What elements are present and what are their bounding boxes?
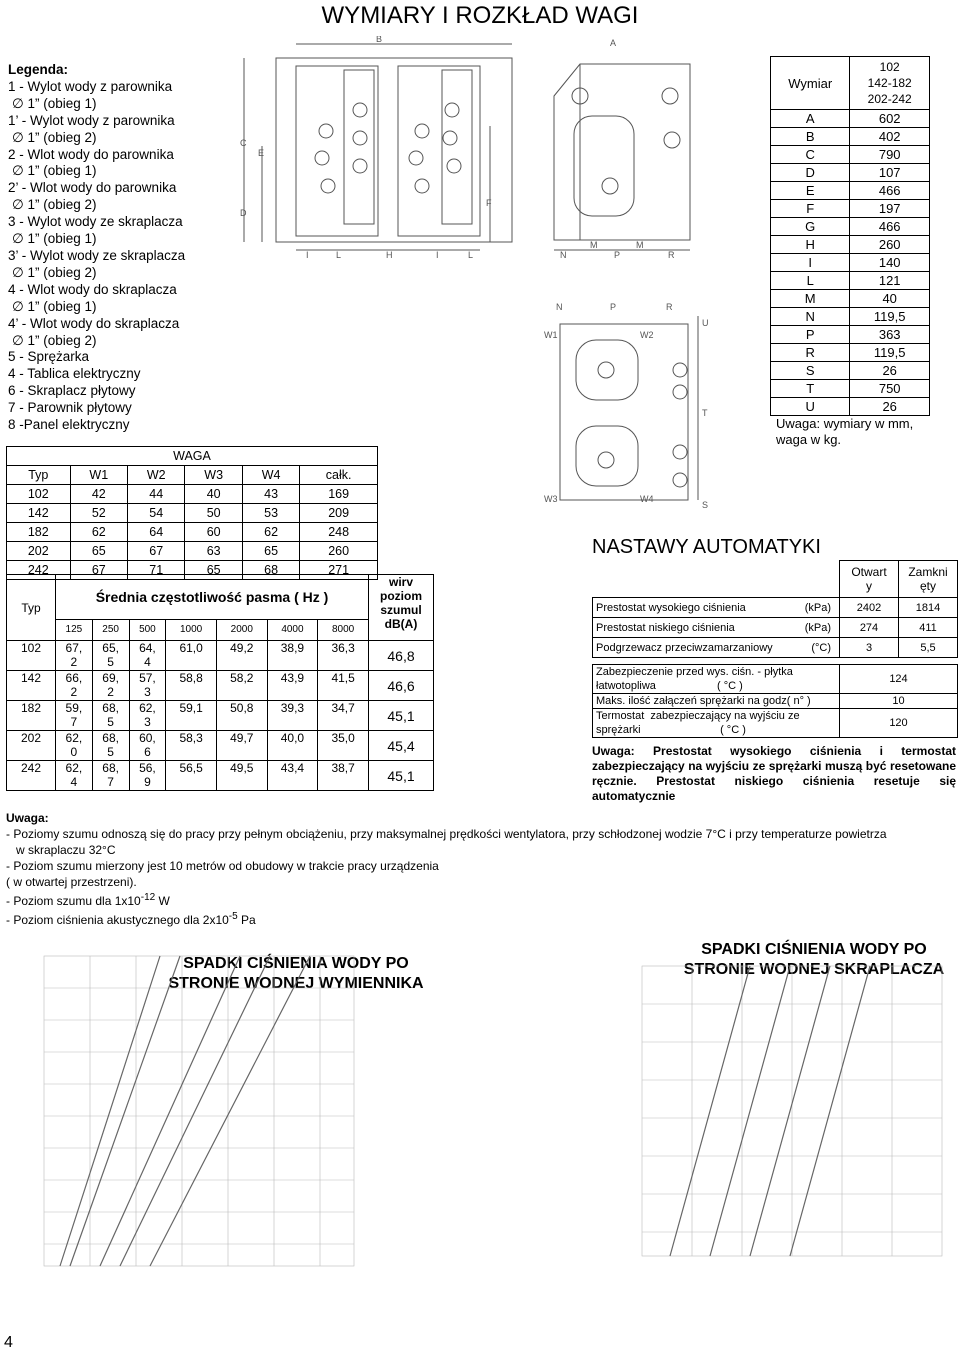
- automatics-value: 10: [840, 694, 958, 709]
- automatics-note: Uwaga: Prestostat wysokiego ciśnienia i termostat zabezpieczający na wyjściu ze sprężarki muszą być resetowane ręcznie. Prestostat niskiego ciśnienia resetuje się automatycznie: [592, 744, 956, 803]
- automatics-close: 411: [899, 618, 958, 638]
- dims-row: [771, 110, 930, 128]
- noise-freq: 250: [92, 620, 129, 641]
- dims-key: R: [771, 344, 850, 362]
- noise-freq: 500: [129, 620, 166, 641]
- noise-value: 59,1: [166, 701, 217, 731]
- legend-item: ∅ 1” (obieg 1): [12, 163, 97, 179]
- dims-value: 140: [850, 254, 930, 272]
- legend-item: ∅ 1” (obieg 2): [12, 197, 97, 213]
- noise-value: 56,5: [166, 761, 217, 791]
- dims-value: 40: [850, 290, 930, 308]
- automatics-label: [593, 638, 840, 658]
- weight-table: [6, 446, 378, 580]
- weight-cell: 44: [128, 485, 185, 504]
- footnote-sup: -12: [140, 892, 156, 903]
- dims-label: Wymiar: [771, 57, 850, 110]
- weight-cell: 209: [300, 504, 378, 523]
- weight-title: WAGA: [7, 447, 378, 466]
- noise-level-title-line: dB(A): [384, 617, 418, 631]
- dims-value: 107: [850, 164, 930, 182]
- svg-text:D: D: [240, 208, 247, 218]
- footnote-line: ( w otwartej przestrzeni).: [6, 875, 137, 889]
- graph1-pressure-drop: [10, 948, 370, 1284]
- automatics-label-text: Prestostat niskiego ciśnienia: [596, 621, 735, 634]
- svg-text:L: L: [336, 250, 342, 260]
- weight-cell: 271: [300, 561, 378, 580]
- noise-row: [7, 731, 434, 761]
- noise-row: [7, 671, 434, 701]
- legend-title: Legenda:: [8, 62, 69, 77]
- svg-text:W3: W3: [544, 494, 558, 504]
- dims-key: T: [771, 380, 850, 398]
- noise-value: 58,8: [166, 671, 217, 701]
- svg-text:F: F: [486, 198, 492, 208]
- noise-total: 45,1: [369, 701, 434, 731]
- weight-cell: 242: [7, 561, 71, 580]
- svg-text:I: I: [306, 250, 309, 260]
- dims-key: P: [771, 326, 850, 344]
- automatics-label-text: Prestostat wysokiego ciśnienia: [596, 601, 746, 614]
- dimensions-table: [770, 56, 930, 416]
- dims-key: S: [771, 362, 850, 380]
- footnote-sup: -5: [228, 911, 238, 922]
- dims-key: D: [771, 164, 850, 182]
- dims-value: 119,5: [850, 344, 930, 362]
- dims-row: [771, 344, 930, 362]
- dims-type: 142-182: [867, 76, 912, 90]
- svg-text:A: A: [610, 38, 617, 48]
- noise-total: 45,1: [369, 761, 434, 791]
- noise-freq: 125: [56, 620, 93, 641]
- footnote-line: w skraplaczu 32°C: [16, 843, 116, 857]
- footnote-line: [6, 909, 887, 928]
- dims-row: [771, 146, 930, 164]
- svg-text:U: U: [702, 318, 709, 328]
- legend-item: 6 - Skraplacz płytowy: [8, 383, 136, 399]
- dims-type: 102: [879, 60, 900, 74]
- footnote-line: [6, 890, 887, 909]
- svg-text:H: H: [386, 250, 393, 260]
- automatics-label: Termostat zabezpieczający na wyjściu ze sprężarki ( °C ): [593, 709, 840, 738]
- noise-band-title: Średnia częstotliwość pasma ( Hz ): [56, 575, 369, 620]
- automatics-row: [593, 694, 958, 709]
- automatics-row: [593, 709, 958, 738]
- legend-item: ∅ 1” (obieg 1): [12, 95, 97, 111]
- svg-text:W1: W1: [544, 330, 558, 340]
- dims-row: [771, 272, 930, 290]
- noise-typ-header: Typ: [7, 575, 56, 641]
- noise-value: 57, 3: [129, 671, 166, 701]
- automatics-open: 274: [840, 618, 899, 638]
- noise-value: 49,2: [216, 641, 267, 671]
- weight-cell: 62: [70, 523, 127, 542]
- legend-item: 4 - Wlot wody do skraplacza: [8, 281, 177, 297]
- svg-text:R: R: [668, 250, 675, 260]
- noise-total: 46,8: [369, 641, 434, 671]
- noise-value: 49,7: [216, 731, 267, 761]
- weight-cell: 60: [185, 523, 242, 542]
- noise-freq: 4000: [267, 620, 318, 641]
- svg-text:N: N: [560, 250, 567, 260]
- svg-text:I: I: [436, 250, 439, 260]
- dims-key: I: [771, 254, 850, 272]
- automatics-label-text: Podgrzewacz przeciwzamarzaniowy: [596, 641, 773, 654]
- automatics-label: Maks. ilość załączeń sprężarki na godz( n° ): [593, 694, 840, 709]
- dims-value: 466: [850, 182, 930, 200]
- weight-cell: 65: [185, 561, 242, 580]
- dims-row: [771, 308, 930, 326]
- dims-row: [771, 254, 930, 272]
- automatics-label: [593, 598, 840, 618]
- noise-value: 66, 2: [56, 671, 93, 701]
- noise-value: 49,5: [216, 761, 267, 791]
- automatics-unit: (°C): [811, 641, 831, 654]
- dims-types: [850, 57, 930, 110]
- footnote-line: - Poziomy szumu odnoszą się do pracy przy pełnym obciążeniu, przy maksymalnej prędkości wentylatora, przy schłodzonej wodzie 7°C i przy temperaturze powietrza: [6, 827, 887, 841]
- dims-value: 121: [850, 272, 930, 290]
- col-close: Zamkni ęty: [899, 561, 958, 598]
- noise-freq: 1000: [166, 620, 217, 641]
- weight-header: W4: [242, 466, 299, 485]
- weight-cell: 50: [185, 504, 242, 523]
- svg-text:C: C: [240, 138, 247, 148]
- automatics-table: [592, 560, 958, 738]
- unit-drawing-front: [236, 36, 526, 266]
- legend-item: 2’ - Wlot wody do parownika: [8, 180, 177, 196]
- dims-value: 790: [850, 146, 930, 164]
- noise-value: 67, 2: [56, 641, 93, 671]
- legend-item: ∅ 1” (obieg 1): [12, 231, 97, 247]
- weight-header: W2: [128, 466, 185, 485]
- weight-cell: 63: [185, 542, 242, 561]
- noise-value: 39,3: [267, 701, 318, 731]
- legend-lines: [8, 79, 185, 434]
- footnote-text: - Poziom szumu dla 1x10: [6, 894, 141, 908]
- automatics-row: [593, 598, 958, 618]
- weight-row: [7, 485, 378, 504]
- noise-row: [7, 701, 434, 731]
- noise-level-title-line: szumul: [380, 603, 422, 617]
- dims-row: [771, 164, 930, 182]
- weight-cell: 68: [242, 561, 299, 580]
- svg-text:T: T: [702, 408, 708, 418]
- legend-item: ∅ 1” (obieg 2): [12, 129, 97, 145]
- weight-cell: 65: [70, 542, 127, 561]
- legend-item: 3 - Wylot wody ze skraplacza: [8, 214, 183, 230]
- footnote-text: - Poziom ciśnienia akustycznego dla 2x10: [6, 913, 229, 927]
- weight-cell: 67: [128, 542, 185, 561]
- unit-drawing-side: [540, 36, 720, 266]
- dims-row: [771, 128, 930, 146]
- automatics-open: 3: [840, 638, 899, 658]
- dimensions-note: Uwaga: wymiary w mm, waga w kg.: [776, 416, 914, 447]
- noise-typ: 142: [7, 671, 56, 701]
- col-open: Otwart y: [840, 561, 899, 598]
- svg-text:M: M: [636, 240, 644, 250]
- noise-value: 58,3: [166, 731, 217, 761]
- noise-value: 43,9: [267, 671, 318, 701]
- weight-cell: 67: [70, 561, 127, 580]
- dims-row: [771, 380, 930, 398]
- dims-value: 26: [850, 398, 930, 416]
- weight-cell: 248: [300, 523, 378, 542]
- legend-item: ∅ 1” (obieg 2): [12, 332, 97, 348]
- dims-value: 402: [850, 128, 930, 146]
- page-title: WYMIARY I ROZKŁAD WAGI: [321, 2, 639, 29]
- noise-typ: 182: [7, 701, 56, 731]
- noise-value: 62, 3: [129, 701, 166, 731]
- footnotes: [6, 810, 887, 928]
- legend-item: 3’ - Wylot wody ze skraplacza: [8, 247, 186, 263]
- dims-value: 750: [850, 380, 930, 398]
- noise-freq: 8000: [318, 620, 369, 641]
- dims-key: C: [771, 146, 850, 164]
- legend-item: 1’ - Wylot wody z parownika: [8, 112, 175, 128]
- graph1-title: SPADKI CIŚNIENIA WODY PO STRONIE WODNEJ WYMIENNIKA: [168, 955, 424, 992]
- weight-cell: 169: [300, 485, 378, 504]
- svg-text:E: E: [258, 148, 265, 158]
- legend-item: 4’ - Wlot wody do skraplacza: [8, 315, 180, 331]
- weight-cell: 65: [242, 542, 299, 561]
- dims-value: 260: [850, 236, 930, 254]
- legend-item: 5 - Sprężarka: [8, 349, 90, 365]
- noise-value: 60, 6: [129, 731, 166, 761]
- noise-value: 38,7: [318, 761, 369, 791]
- weight-cell: 52: [70, 504, 127, 523]
- dims-value: 197: [850, 200, 930, 218]
- dims-row: [771, 218, 930, 236]
- legend-item: 7 - Parownik płytowy: [8, 400, 132, 416]
- automatics-row: [593, 638, 958, 658]
- footnote-line: - Poziom szumu mierzony jest 10 metrów od obudowy w trakcie pracy urządzenia: [6, 859, 439, 873]
- weight-header: Typ: [7, 466, 71, 485]
- weight-header: W1: [70, 466, 127, 485]
- svg-text:S: S: [702, 500, 709, 510]
- legend-item: ∅ 1” (obieg 1): [12, 298, 97, 314]
- automatics-label: Zabezpieczenie przed wys. ciśn. - płytka łatwotopliwa ( °C ): [593, 665, 840, 694]
- dims-key: H: [771, 236, 850, 254]
- noise-value: 62, 4: [56, 761, 93, 791]
- svg-text:W2: W2: [640, 330, 654, 340]
- automatics-label: [593, 618, 840, 638]
- dims-row: [771, 326, 930, 344]
- dims-value: 602: [850, 110, 930, 128]
- dims-value: 26: [850, 362, 930, 380]
- svg-text:R: R: [666, 302, 673, 312]
- automatics-close: 1814: [899, 598, 958, 618]
- noise-freq: 2000: [216, 620, 267, 641]
- weight-header: W3: [185, 466, 242, 485]
- svg-text:P: P: [610, 302, 617, 312]
- noise-level-title: [369, 575, 434, 641]
- noise-value: 68, 5: [92, 731, 129, 761]
- noise-value: 65, 5: [92, 641, 129, 671]
- weight-cell: 40: [185, 485, 242, 504]
- noise-value: 40,0: [267, 731, 318, 761]
- weight-cell: 43: [242, 485, 299, 504]
- weight-row: [7, 542, 378, 561]
- dims-key: B: [771, 128, 850, 146]
- footnote-text: Pa: [237, 913, 256, 927]
- dims-row: [771, 200, 930, 218]
- svg-text:L: L: [468, 250, 474, 260]
- legend-item: 2 - Wlot wody do parownika: [8, 146, 174, 162]
- automatics-close: 5,5: [899, 638, 958, 658]
- noise-value: 56, 9: [129, 761, 166, 791]
- automatics-unit: (kPa): [804, 621, 831, 634]
- legend-item: 1 - Wylot wody z parownika: [8, 78, 173, 94]
- svg-text:N: N: [556, 302, 563, 312]
- weight-cell: 202: [7, 542, 71, 561]
- automatics-title: NASTAWY AUTOMATYKI: [592, 536, 821, 558]
- weight-cell: 260: [300, 542, 378, 561]
- weight-cell: 102: [7, 485, 71, 504]
- noise-value: 68, 7: [92, 761, 129, 791]
- dims-row: [771, 182, 930, 200]
- noise-total: 45,4: [369, 731, 434, 761]
- dims-key: F: [771, 200, 850, 218]
- svg-text:P: P: [614, 250, 621, 260]
- noise-level-title-line: poziom: [380, 589, 422, 603]
- noise-row: [7, 641, 434, 671]
- noise-value: 38,9: [267, 641, 318, 671]
- weight-cell: 182: [7, 523, 71, 542]
- graph2-pressure-drop: [610, 944, 960, 1284]
- weight-header: całk.: [300, 466, 378, 485]
- noise-value: 69, 2: [92, 671, 129, 701]
- dims-type: 202-242: [867, 92, 912, 106]
- noise-total: 46,6: [369, 671, 434, 701]
- automatics-value: 120: [840, 709, 958, 738]
- weight-cell: 62: [242, 523, 299, 542]
- automatics-row: [593, 665, 958, 694]
- noise-value: 61,0: [166, 641, 217, 671]
- noise-value: 59, 7: [56, 701, 93, 731]
- noise-table: [6, 574, 434, 791]
- legend: [8, 62, 185, 434]
- svg-text:B: B: [376, 36, 383, 44]
- legend-item: 4 - Tablica elektryczny: [8, 366, 141, 382]
- noise-typ: 242: [7, 761, 56, 791]
- dims-key: L: [771, 272, 850, 290]
- noise-value: 50,8: [216, 701, 267, 731]
- svg-text:W4: W4: [640, 494, 654, 504]
- noise-value: 36,3: [318, 641, 369, 671]
- noise-value: 68, 5: [92, 701, 129, 731]
- noise-value: 34,7: [318, 701, 369, 731]
- svg-text:M: M: [590, 240, 598, 250]
- dims-row: [771, 290, 930, 308]
- dims-key: E: [771, 182, 850, 200]
- noise-value: 43,4: [267, 761, 318, 791]
- legend-item: 8 -Panel elektryczny: [8, 417, 130, 433]
- dims-row: [771, 362, 930, 380]
- dims-row: [771, 236, 930, 254]
- dims-value: 466: [850, 218, 930, 236]
- noise-value: 64, 4: [129, 641, 166, 671]
- noise-level-title-line: wirv: [388, 575, 413, 589]
- weight-row: [7, 523, 378, 542]
- automatics-unit: (kPa): [804, 601, 831, 614]
- automatics-open: 2402: [840, 598, 899, 618]
- dims-row: [771, 398, 930, 416]
- footnote-text: W: [155, 894, 170, 908]
- page-number: 4: [4, 1334, 13, 1351]
- dims-value: 363: [850, 326, 930, 344]
- dims-value: 119,5: [850, 308, 930, 326]
- dims-key: N: [771, 308, 850, 326]
- footnotes-title: Uwaga:: [6, 811, 49, 825]
- weight-cell: 53: [242, 504, 299, 523]
- weight-cell: 71: [128, 561, 185, 580]
- legend-item: ∅ 1” (obieg 2): [12, 264, 97, 280]
- automatics-row: [593, 618, 958, 638]
- automatics-value: 124: [840, 665, 958, 694]
- noise-row: [7, 761, 434, 791]
- weight-cell: 64: [128, 523, 185, 542]
- noise-typ: 102: [7, 641, 56, 671]
- unit-drawing-base: [540, 296, 720, 514]
- noise-typ: 202: [7, 731, 56, 761]
- noise-value: 41,5: [318, 671, 369, 701]
- noise-value: 35,0: [318, 731, 369, 761]
- weight-cell: 142: [7, 504, 71, 523]
- weight-cell: 54: [128, 504, 185, 523]
- dims-key: G: [771, 218, 850, 236]
- noise-value: 58,2: [216, 671, 267, 701]
- weight-cell: 42: [70, 485, 127, 504]
- dims-key: U: [771, 398, 850, 416]
- weight-row: [7, 504, 378, 523]
- dims-key: M: [771, 290, 850, 308]
- noise-value: 62, 0: [56, 731, 93, 761]
- graph2-title: SPADKI CIŚNIENIA WODY PO STRONIE WODNEJ SKRAPLACZA: [683, 941, 945, 978]
- dims-key: A: [771, 110, 850, 128]
